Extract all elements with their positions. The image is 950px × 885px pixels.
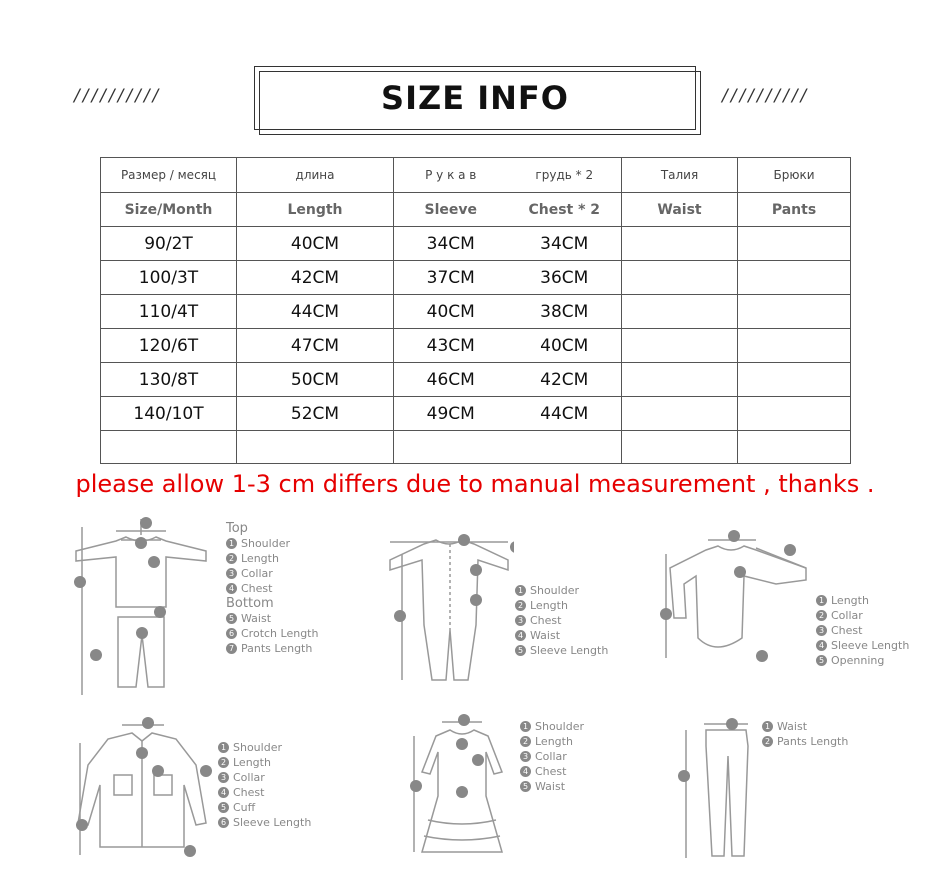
- cell-length: 40CM: [237, 227, 394, 261]
- legend-item: [816, 593, 909, 608]
- number-3-icon: 3: [515, 615, 526, 626]
- decorative-slashes-right: //////////: [722, 86, 810, 106]
- cell-sleeve: 40CM: [426, 301, 475, 322]
- header-ru-sleeve-chest: [394, 158, 622, 193]
- legend-label: Chest: [530, 614, 562, 627]
- table-row: [101, 227, 851, 261]
- legend-item: [816, 608, 909, 623]
- cell-sleeve: 34CM: [426, 233, 475, 254]
- cell-length: 47CM: [237, 329, 394, 363]
- cell-chest: 36CM: [540, 267, 589, 288]
- legend-item: [226, 641, 318, 656]
- header-ru-chest: грудь * 2: [535, 168, 594, 182]
- header-ru-pants: Брюки: [738, 158, 851, 193]
- legend-label: Chest: [535, 765, 567, 778]
- number-5-icon: 5: [515, 645, 526, 656]
- number-5-icon: 5: [520, 781, 531, 792]
- legend-item: [762, 719, 848, 734]
- legend-item: [218, 755, 311, 770]
- cell-waist: [622, 227, 738, 261]
- legend-item: [520, 779, 584, 794]
- legend-item: [226, 536, 318, 551]
- cell-empty: [101, 431, 237, 464]
- number-2-icon: 2: [515, 600, 526, 611]
- legend-label: Length: [535, 735, 573, 748]
- legend-item: [515, 628, 608, 643]
- legend-item: [515, 643, 608, 658]
- legend-item: [816, 653, 909, 668]
- english-header-row: [101, 193, 851, 227]
- shirt-sketch: [72, 715, 216, 860]
- header-ru-size: Размер / месяц: [101, 158, 237, 193]
- legend-label: Waist: [535, 780, 566, 793]
- legend-label: Shoulder: [530, 584, 579, 597]
- table-row: [101, 329, 851, 363]
- cell-chest: 34CM: [540, 233, 589, 254]
- decorative-slashes-left: //////////: [74, 86, 162, 106]
- cell-pants: [738, 363, 851, 397]
- legend-item: [226, 626, 318, 641]
- cell-length: 50CM: [237, 363, 394, 397]
- cell-sleeve: 37CM: [426, 267, 475, 288]
- table-row-empty: [101, 431, 851, 464]
- legend-label: Cuff: [233, 801, 256, 814]
- legend-label: Sleeve Length: [831, 639, 910, 652]
- number-4-icon: 4: [218, 787, 229, 798]
- cell-size: 130/8T: [101, 363, 237, 397]
- legend-item: [226, 611, 318, 626]
- cell-empty: [237, 431, 394, 464]
- legend-label: Chest: [831, 624, 863, 637]
- cell-sleeve-chest: [394, 227, 622, 261]
- legend-label: Length: [831, 594, 869, 607]
- header-ru-sleeve: Р у к а в: [425, 168, 477, 182]
- number-7-icon: 7: [226, 643, 237, 654]
- cell-waist: [622, 329, 738, 363]
- number-5-icon: 5: [218, 802, 229, 813]
- leggings-sketch: [676, 716, 762, 866]
- legend-label: Collar: [241, 567, 273, 580]
- bodysuit-sketch: [656, 528, 816, 668]
- legend-item: [520, 734, 584, 749]
- header-pants: Pants: [738, 193, 851, 227]
- legend-label: Chest: [233, 786, 265, 799]
- number-6-icon: 6: [218, 817, 229, 828]
- cell-size: 90/2T: [101, 227, 237, 261]
- number-1-icon: 1: [762, 721, 773, 732]
- page-title: SIZE INFO: [381, 79, 569, 117]
- title-frame: [254, 66, 696, 130]
- cell-waist: [622, 397, 738, 431]
- number-2-icon: 2: [816, 610, 827, 621]
- number-2-icon: 2: [226, 553, 237, 564]
- dress-sketch: [408, 712, 516, 862]
- romper-legend: [515, 583, 608, 658]
- header-length: Length: [237, 193, 394, 227]
- cell-size: 140/10T: [101, 397, 237, 431]
- header-sleeve: Sleeve: [424, 201, 477, 218]
- legend-item: [520, 719, 584, 734]
- legend-label: Length: [530, 599, 568, 612]
- cell-length: 52CM: [237, 397, 394, 431]
- cell-size: 100/3T: [101, 261, 237, 295]
- legend-item: [218, 815, 311, 830]
- legend-label: Chest: [241, 582, 273, 595]
- legend-label: Openning: [831, 654, 885, 667]
- legend-label: Waist: [530, 629, 561, 642]
- legend-label: Sleeve Length: [530, 644, 609, 657]
- cell-pants: [738, 261, 851, 295]
- legend-item: [520, 749, 584, 764]
- cell-sleeve: 43CM: [426, 335, 475, 356]
- cell-sleeve: 46CM: [426, 369, 475, 390]
- legend-label: Collar: [535, 750, 567, 763]
- legend-item: [218, 800, 311, 815]
- number-5-icon: 5: [816, 655, 827, 666]
- legend-label: Waist: [241, 612, 272, 625]
- header-ru-waist: Талия: [622, 158, 738, 193]
- number-1-icon: 1: [218, 742, 229, 753]
- russian-header-row: [101, 158, 851, 193]
- cell-sleeve-chest: [394, 295, 622, 329]
- legend-label: Sleeve Length: [233, 816, 312, 829]
- legend-item: [218, 785, 311, 800]
- cell-chest: 40CM: [540, 335, 589, 356]
- dress-legend: [520, 719, 584, 794]
- number-3-icon: 3: [226, 568, 237, 579]
- cell-chest: 38CM: [540, 301, 589, 322]
- cell-empty: [622, 431, 738, 464]
- cell-length: 42CM: [237, 261, 394, 295]
- header-sleeve-chest: [394, 193, 622, 227]
- cell-size: 110/4T: [101, 295, 237, 329]
- legend-label: Length: [241, 552, 279, 565]
- legend-item: [520, 764, 584, 779]
- number-6-icon: 6: [226, 628, 237, 639]
- legend-label: Shoulder: [241, 537, 290, 550]
- cell-sleeve-chest: [394, 397, 622, 431]
- number-2-icon: 2: [218, 757, 229, 768]
- number-1-icon: 1: [520, 721, 531, 732]
- cell-chest: 42CM: [540, 369, 589, 390]
- table-row: [101, 295, 851, 329]
- legend-item: [762, 734, 848, 749]
- cell-waist: [622, 363, 738, 397]
- legend-item: [226, 581, 318, 596]
- legend-label: Length: [233, 756, 271, 769]
- number-3-icon: 3: [218, 772, 229, 783]
- number-1-icon: 1: [226, 538, 237, 549]
- bodysuit-legend: [816, 593, 909, 668]
- legend-item: [218, 770, 311, 785]
- cell-sleeve-chest: [394, 261, 622, 295]
- number-4-icon: 4: [515, 630, 526, 641]
- tracksuit-legend: [226, 521, 318, 656]
- legend-label: Shoulder: [535, 720, 584, 733]
- legend-item: [218, 740, 311, 755]
- legend-label: Collar: [831, 609, 863, 622]
- header-size: Size/Month: [101, 193, 237, 227]
- cell-chest: 44CM: [540, 403, 589, 424]
- cell-pants: [738, 227, 851, 261]
- legend-item: [226, 566, 318, 581]
- legend-item: [515, 583, 608, 598]
- measurement-notice: please allow 1-3 cm differs due to manual measurement , thanks .: [75, 470, 875, 498]
- romper-sketch: [384, 530, 514, 690]
- cell-sleeve-chest: [394, 329, 622, 363]
- number-5-icon: 5: [226, 613, 237, 624]
- size-chart-table: [100, 157, 851, 464]
- legend-item: [226, 551, 318, 566]
- number-3-icon: 3: [816, 625, 827, 636]
- legend-item: [515, 613, 608, 628]
- table-row: [101, 363, 851, 397]
- cell-empty: [738, 431, 851, 464]
- number-2-icon: 2: [520, 736, 531, 747]
- cell-sleeve: 49CM: [426, 403, 475, 424]
- legend-item: [816, 623, 909, 638]
- cell-waist: [622, 261, 738, 295]
- cell-length: 44CM: [237, 295, 394, 329]
- header-chest: Chest * 2: [528, 201, 601, 218]
- legend-label: Collar: [233, 771, 265, 784]
- legend-bottom-heading: Bottom: [226, 596, 274, 611]
- number-4-icon: 4: [520, 766, 531, 777]
- legend-label: Pants Length: [777, 735, 849, 748]
- number-1-icon: 1: [515, 585, 526, 596]
- legend-label: Waist: [777, 720, 808, 733]
- cell-sleeve-chest: [394, 363, 622, 397]
- shirt-legend: [218, 740, 311, 830]
- number-4-icon: 4: [816, 640, 827, 651]
- cell-pants: [738, 295, 851, 329]
- cell-pants: [738, 329, 851, 363]
- number-3-icon: 3: [520, 751, 531, 762]
- number-4-icon: 4: [226, 583, 237, 594]
- header-waist: Waist: [622, 193, 738, 227]
- header-ru-length: длина: [237, 158, 394, 193]
- table-row: [101, 397, 851, 431]
- cell-empty: [394, 431, 622, 464]
- legend-item: [816, 638, 909, 653]
- cell-waist: [622, 295, 738, 329]
- legend-label: Shoulder: [233, 741, 282, 754]
- legend-top-heading: Top: [226, 521, 248, 536]
- number-1-icon: 1: [816, 595, 827, 606]
- legend-label: Pants Length: [241, 642, 313, 655]
- number-2-icon: 2: [762, 736, 773, 747]
- leggings-legend: [762, 719, 848, 749]
- tracksuit-sketch: [66, 515, 222, 700]
- cell-size: 120/6T: [101, 329, 237, 363]
- legend-item: [515, 598, 608, 613]
- table-row: [101, 261, 851, 295]
- legend-label: Crotch Length: [241, 627, 319, 640]
- cell-pants: [738, 397, 851, 431]
